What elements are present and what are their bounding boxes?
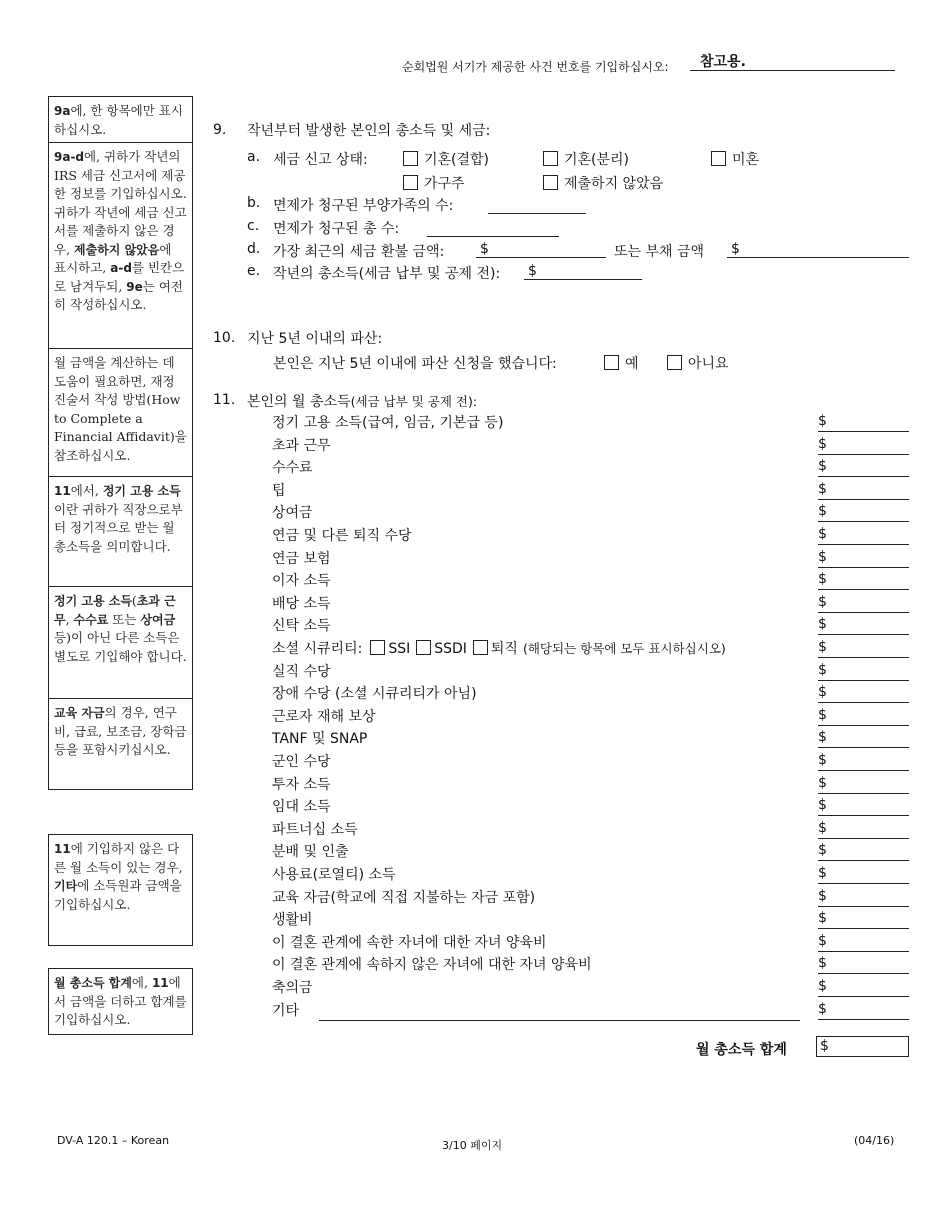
- checkbox-icon[interactable]: [473, 640, 488, 655]
- retirement-option[interactable]: 퇴직: [473, 641, 518, 657]
- income-item-label: 분배 및 인출: [272, 844, 349, 860]
- income-item-label: 연금 보험: [272, 551, 331, 567]
- sidebar-note-9a-d: 9a-d에, 귀하가 작년의 IRS 세금 신고서에 제공한 정보를 기입하십시오. 귀하가 작년에 세금 신고서를 제출하지 않은 경우, 제출하지 않았음에 표시하고, a-d를 빈칸으로 남겨두되, 9e는 여전히 작성하십시오.: [49, 143, 192, 349]
- income-item-label: 이 결혼 관계에 속한 자녀에 대한 자녀 양육비: [272, 935, 547, 951]
- income-amount-field[interactable]: $: [818, 729, 909, 748]
- gross-income-field[interactable]: $: [524, 263, 642, 280]
- income-amount-field[interactable]: $: [818, 910, 909, 929]
- refund-amount-field[interactable]: $: [476, 241, 606, 258]
- income-item-label: 수수료: [272, 460, 313, 476]
- q9d-text: 가장 최근의 세금 환불 금액:: [273, 244, 445, 260]
- checkbox-icon[interactable]: [667, 355, 682, 370]
- income-item-label: 축의금: [272, 980, 313, 996]
- sidebar-note-education: 교육 자금의 경우, 연구비, 급료, 보조금, 장학금 등을 포함시키십시오.: [54, 705, 187, 757]
- status-married-separate[interactable]: 기혼(분리): [543, 149, 629, 169]
- ssdi-option[interactable]: SSDI: [416, 641, 467, 657]
- sidebar-instructions-top: [48, 96, 193, 790]
- income-item-label: 이 결혼 관계에 속하지 않은 자녀에 대한 자녀 양육비: [272, 957, 592, 973]
- income-amount-field[interactable]: $: [818, 526, 909, 545]
- income-amount-field[interactable]: $: [818, 888, 909, 907]
- income-amount-field[interactable]: $: [818, 684, 909, 703]
- q9b-label: b.: [247, 195, 261, 211]
- checkbox-icon[interactable]: [370, 640, 385, 655]
- income-amount-field[interactable]: $: [818, 820, 909, 839]
- income-amount-field[interactable]: $: [818, 842, 909, 861]
- q9e-text: 작년의 총소득(세금 납부 및 공제 전):: [273, 266, 501, 282]
- income-item-label: 초과 근무: [272, 438, 331, 454]
- income-amount-field[interactable]: $: [818, 775, 909, 794]
- income-amount-field[interactable]: $: [818, 955, 909, 974]
- q9e-label: e.: [247, 263, 261, 279]
- income-item-label: 배당 소득: [272, 596, 331, 612]
- q9c-label: c.: [247, 218, 260, 234]
- checkbox-icon[interactable]: [543, 151, 558, 166]
- q10-title: 지난 5년 이내의 파산:: [247, 331, 383, 347]
- dependents-field[interactable]: [488, 197, 586, 214]
- income-amount-field[interactable]: $: [818, 458, 909, 477]
- sidebar-note-regular-income: 11에서, 정기 고용 소득이란 귀하가 직장으로부터 정기적으로 받는 월 총소득을 의미합니다.: [49, 477, 192, 587]
- case-number-value: 참고용.: [700, 54, 746, 70]
- q9d-or-debt: 또는 부채 금액: [614, 244, 705, 260]
- q9b-text: 면제가 청구된 부양가족의 수:: [273, 198, 454, 214]
- checkbox-icon[interactable]: [403, 151, 418, 166]
- income-amount-field[interactable]: $: [818, 662, 909, 681]
- income-item-label: 사용료(로열티) 소득: [272, 867, 396, 883]
- other-income-source-field[interactable]: [319, 1004, 800, 1021]
- income-amount-field[interactable]: $: [818, 978, 909, 997]
- q10-text: 본인은 지난 5년 이내에 파산 신청을 했습니다:: [273, 356, 557, 372]
- total-income-field[interactable]: $: [816, 1036, 909, 1057]
- income-item-label: 신탁 소득: [272, 618, 331, 634]
- sidebar-note-other: 11에 기입하지 않은 다른 월 소득이 있는 경우, 기타에 소득원과 금액을 기입하십시오.: [48, 834, 193, 946]
- checkbox-icon[interactable]: [604, 355, 619, 370]
- status-single[interactable]: 미혼: [711, 149, 759, 169]
- debt-amount-field[interactable]: $: [727, 241, 909, 258]
- income-item-label: 실직 수당: [272, 664, 331, 680]
- income-item-label: 임대 소득: [272, 799, 331, 815]
- income-item-social-security: 소셜 시큐리티: SSI SSDI 퇴직 (해당되는 항목에 모두 표시하십시오): [272, 641, 726, 657]
- status-head-of-household[interactable]: 가구주: [403, 173, 465, 193]
- q9-number: 9.: [213, 122, 227, 138]
- income-item-label: 정기 고용 소득(급여, 임금, 기본급 등): [272, 415, 504, 431]
- income-amount-field[interactable]: $: [818, 481, 909, 500]
- income-amount-field[interactable]: $: [818, 797, 909, 816]
- ssi-option[interactable]: SSI: [370, 641, 410, 657]
- income-item-label: 생활비: [272, 912, 313, 928]
- income-item-label: 장애 수당 (소셜 시큐리티가 아님): [272, 686, 477, 702]
- income-item-label: 군인 수당: [272, 754, 331, 770]
- case-number-field[interactable]: [690, 52, 895, 71]
- q9a-label: a.: [247, 149, 261, 165]
- bankruptcy-no[interactable]: 아니요: [667, 353, 729, 373]
- income-item-label: 근로자 재해 보상: [272, 709, 376, 725]
- total-income-label: 월 총소득 합계: [696, 1042, 787, 1058]
- sidebar-note-monthly-calc: 월 금액을 계산하는 데 도움이 필요하면, 재정 진술서 작성 방법(How to Complete a Financial Affidavit)을 참조하십시오.: [49, 349, 192, 477]
- q10-number: 10.: [213, 330, 236, 346]
- income-item-label: 팁: [272, 483, 286, 499]
- form-id: DV-A 120.1 – Korean: [57, 1134, 170, 1147]
- income-amount-field[interactable]: $: [818, 616, 909, 635]
- income-item-label: 파트너십 소득: [272, 822, 358, 838]
- q9a-text: 세금 신고 상태:: [273, 152, 368, 168]
- q9d-label: d.: [247, 241, 261, 257]
- income-item-label: 기타: [272, 1003, 300, 1019]
- sidebar-note-9a: 9a에, 한 항목에만 표시하십시오.: [49, 97, 192, 143]
- income-amount-field[interactable]: $: [818, 436, 909, 455]
- q9c-text: 면제가 청구된 총 수:: [273, 221, 400, 237]
- status-not-filed[interactable]: 제출하지 않았음: [543, 173, 663, 193]
- q11-number: 11.: [213, 392, 236, 408]
- income-amount-field[interactable]: $: [818, 707, 909, 726]
- status-married-joint[interactable]: 기혼(결합): [403, 149, 489, 169]
- checkbox-icon[interactable]: [403, 175, 418, 190]
- checkbox-icon[interactable]: [416, 640, 431, 655]
- checkbox-icon[interactable]: [543, 175, 558, 190]
- income-amount-field[interactable]: $: [818, 503, 909, 522]
- income-item-label: 상여금: [272, 505, 313, 521]
- bankruptcy-yes[interactable]: 예: [604, 353, 639, 373]
- income-item-label: 교육 자금(학교에 직접 지불하는 자금 포함): [272, 890, 536, 906]
- income-amount-field[interactable]: $: [818, 752, 909, 771]
- page-number: 3/10 페이지: [442, 1139, 503, 1152]
- income-amount-field[interactable]: $: [818, 933, 909, 952]
- q11-title: 본인의 월 총소득(세금 납부 및 공제 전):: [247, 394, 478, 410]
- income-amount-field[interactable]: $: [818, 413, 909, 432]
- checkbox-icon[interactable]: [711, 151, 726, 166]
- income-item-label: 이자 소득: [272, 573, 331, 589]
- sidebar-note-total: 월 총소득 합계에, 11에서 금액을 더하고 합계를 기입하십시오.: [48, 968, 193, 1035]
- case-number-prompt: 순회법원 서기가 제공한 사건 번호를 기입하십시오:: [402, 60, 669, 74]
- q9-title: 작년부터 발생한 본인의 총소득 및 세금:: [247, 123, 491, 139]
- income-item-label: 연금 및 다른 퇴직 수당: [272, 528, 412, 544]
- income-amount-field[interactable]: $: [818, 571, 909, 590]
- income-amount-field[interactable]: $: [818, 639, 909, 658]
- income-amount-field[interactable]: $: [818, 594, 909, 613]
- income-amount-field[interactable]: $: [818, 549, 909, 568]
- total-exemptions-field[interactable]: [427, 220, 559, 237]
- income-amount-field[interactable]: $: [818, 865, 909, 884]
- income-amount-field[interactable]: $: [818, 1001, 909, 1020]
- sidebar-note-other-income: 정기 고용 소득(초과 근무, 수수료 또는 상여금 등)이 아닌 다른 소득은 별도로 기입해야 합니다.: [49, 587, 192, 699]
- form-date: (04/16): [854, 1134, 895, 1147]
- income-item-label: 투자 소득: [272, 777, 331, 793]
- income-item-label: TANF 및 SNAP: [272, 731, 368, 747]
